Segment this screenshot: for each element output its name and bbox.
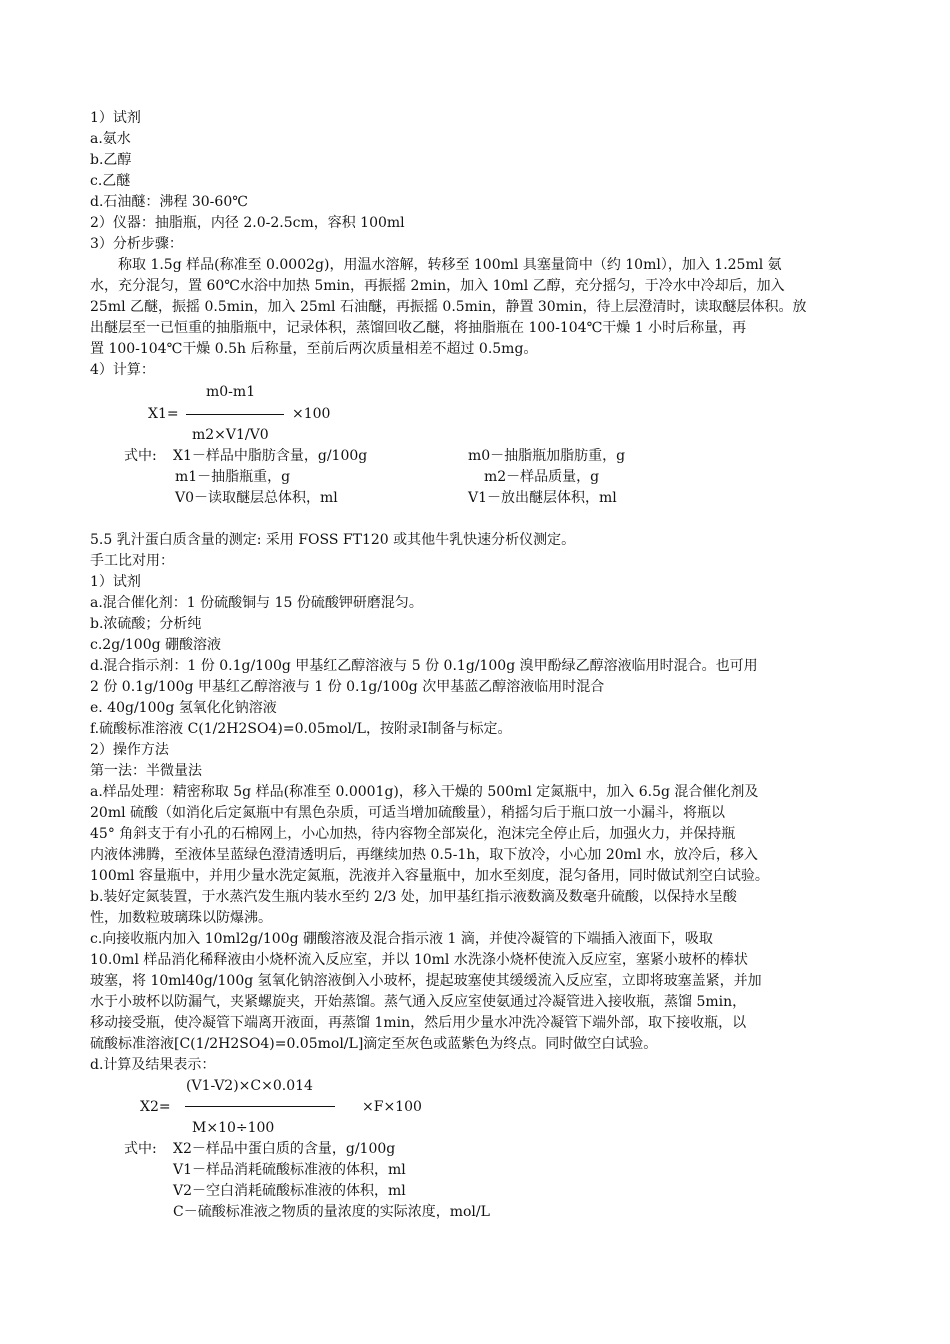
reagents-heading: 1）试剂 <box>90 110 141 126</box>
step-c-text: 水于小玻杯以防漏气，夹紧螺旋夹，开始蒸馏。蒸气通入反应室使氨通过冷凝管进入接收瓶，蒸馏 5min， <box>90 994 747 1010</box>
reagent-item: b.浓硫酸；分析纯 <box>90 616 202 632</box>
step-text: 置 100-104℃干燥 0.5h 后称量，至前后两次质量相差不超过 0.5mg。 <box>90 341 538 357</box>
fraction-bar <box>186 414 284 415</box>
method-one-label: 第一法：半微量法 <box>90 763 202 779</box>
step-c-text: 10.0ml 样品消化稀释液由小烧杯流入反应室，并以 10ml 水洗涤小烧杯使流入反应室，塞紧小玻杯的棒状 <box>90 952 748 968</box>
variable-def: V1－放出醚层体积，ml <box>468 490 617 506</box>
reagent-item: a.混合催化剂：1 份硫酸铜与 15 份硫酸钾研磨混匀。 <box>90 595 423 611</box>
section-title: 5.5 乳汁蛋白质含量的测定: 采用 FOSS FT120 或其他牛乳快速分析仪测定。 <box>90 532 576 548</box>
variable-def: C－硫酸标准液之物质的量浓度的实际浓度，mol/L <box>173 1204 490 1220</box>
step-a-text: 内液体沸腾，至液体呈蓝绿色澄清透明后，再继续加热 0.5-1h，取下放冷，小心加 20ml 水，放冷后，移入 <box>90 847 758 863</box>
variable-def: V1－样品消耗硫酸标准液的体积，ml <box>173 1162 406 1178</box>
formula-numerator: m0-m1 <box>206 384 256 400</box>
step-a-text: 20ml 硫酸（如消化后定氮瓶中有黑色杂质，可适当增加硫酸量），稍摇匀后于瓶口放一小漏斗，将瓶以 <box>90 805 726 821</box>
reagent-item: e. 40g/100g 氢氧化化钠溶液 <box>90 700 277 716</box>
instrument-line: 2）仪器：抽脂瓶，内径 2.0-2.5cm，容积 100ml <box>90 215 405 231</box>
step-d-text: d.计算及结果表示： <box>90 1057 216 1073</box>
reagent-item: b.乙醇 <box>90 152 132 168</box>
variable-def: V0－读取醚层总体积，ml <box>175 490 338 506</box>
reagent-item: d.混合指示剂：1 份 0.1g/100g 甲基红乙醇溶液与 5 份 0.1g/100g 溴甲酚绿乙醇溶液临用时混合。也可用 <box>90 658 758 674</box>
formula-lhs: X2= <box>140 1099 171 1115</box>
variable-def: X2－样品中蛋白质的含量，g/100g <box>173 1141 396 1157</box>
reagent-item: d.石油醚：沸程 30-60℃ <box>90 194 248 210</box>
steps-heading: 3）分析步骤： <box>90 236 183 252</box>
step-c-text: 移动接受瓶，使冷凝管下端离开液面，再蒸馏 1min，然后用少量水冲洗冷凝管下端外部，取下接收瓶，以 <box>90 1015 747 1031</box>
step-c-text: 硫酸标准溶液[C(1/2H2SO4)=0.05mol/L]滴定至灰色或蓝紫色为终点。同时做空白试验。 <box>90 1036 658 1052</box>
variable-def: X1－样品中脂肪含量，g/100g <box>173 448 368 464</box>
step-b-text: 性，加数粒玻璃珠以防爆沸。 <box>90 910 272 926</box>
formula-lhs: X1= <box>148 406 179 422</box>
step-text: 称取 1.5g 样品(称准至 0.0002g)，用温水溶解，转移至 100ml 具塞量筒中（约 10ml），加入 1.25ml 氨 <box>118 257 782 273</box>
calc-heading: 4）计算： <box>90 362 155 378</box>
where-label: 式中: <box>124 1141 157 1157</box>
where-label: 式中: <box>124 448 157 464</box>
fraction-bar <box>185 1106 335 1107</box>
method-heading: 2）操作方法 <box>90 742 169 758</box>
step-a-text: 100ml 容量瓶中，并用少量水洗定氮瓶，洗液并入容量瓶中，加水至刻度，混匀备用，同时做试剂空白试验。 <box>90 868 769 884</box>
manual-label: 手工比对用： <box>90 553 174 569</box>
step-a-text: a.样品处理：精密称取 5g 样品(称准至 0.0001g)，移入干燥的 500ml 定氮瓶中，加入 6.5g 混合催化剂及 <box>90 784 759 800</box>
formula-numerator: (V1-V2)×C×0.014 <box>186 1078 313 1094</box>
step-c-text: c.向接收瓶内加入 10ml2g/100g 硼酸溶液及混合指示液 1 滴，并使冷凝管的下端插入液面下，吸取 <box>90 931 713 947</box>
variable-def: m2－样品质量，g <box>484 469 600 485</box>
formula-factor: ×100 <box>292 406 331 422</box>
reagent-item: a.氨水 <box>90 131 131 147</box>
formula-denominator: M×10÷100 <box>192 1120 275 1136</box>
variable-def: m0－抽脂瓶加脂肪重，g <box>468 448 626 464</box>
reagent-item: c.2g/100g 硼酸溶液 <box>90 637 222 653</box>
variable-def: V2－空白消耗硫酸标准液的体积，ml <box>173 1183 406 1199</box>
step-a-text: 45° 角斜支于有小孔的石棉网上，小心加热，待内容物全部炭化，泡沫完全停止后，加强火力，并保持瓶 <box>90 826 736 842</box>
step-text: 出醚层至一已恒重的抽脂瓶中，记录体积，蒸馏回收乙醚，将抽脂瓶在 100-104℃干燥 1 小时后称量，再 <box>90 320 747 336</box>
step-b-text: b.装好定氮装置，于水蒸汽发生瓶内装水至约 2/3 处，加甲基红指示液数滴及数毫升硫酸，以保持水呈酸 <box>90 889 737 905</box>
reagent-item: f.硫酸标准溶液 C(1/2H2SO4)=0.05mol/L，按附录Ⅰ制备与标定。 <box>90 721 512 737</box>
reagent-item: c.乙醚 <box>90 173 131 189</box>
formula-denominator: m2×V1/V0 <box>192 427 269 443</box>
reagents-heading: 1）试剂 <box>90 574 141 590</box>
step-text: 水，充分混匀，置 60℃水浴中加热 5min，再振摇 2min，加入 10ml 乙醇，充分摇匀，于冷水中冷却后，加入 <box>90 278 785 294</box>
reagent-item: 2 份 0.1g/100g 甲基红乙醇溶液与 1 份 0.1g/100g 次甲基蓝乙醇溶液临用时混合 <box>90 679 605 695</box>
step-c-text: 玻塞，将 10ml40g/100g 氢氧化钠溶液倒入小玻杯，提起玻塞使其缓缓流入反应室，立即将玻塞盖紧，并加 <box>90 973 762 989</box>
formula-factor: ×F×100 <box>362 1099 422 1115</box>
variable-def: m1－抽脂瓶重，g <box>175 469 291 485</box>
step-text: 25ml 乙醚，振摇 0.5min，加入 25ml 石油醚，再振摇 0.5min，静置 30min，待上层澄清时，读取醚层体积。放 <box>90 299 807 315</box>
